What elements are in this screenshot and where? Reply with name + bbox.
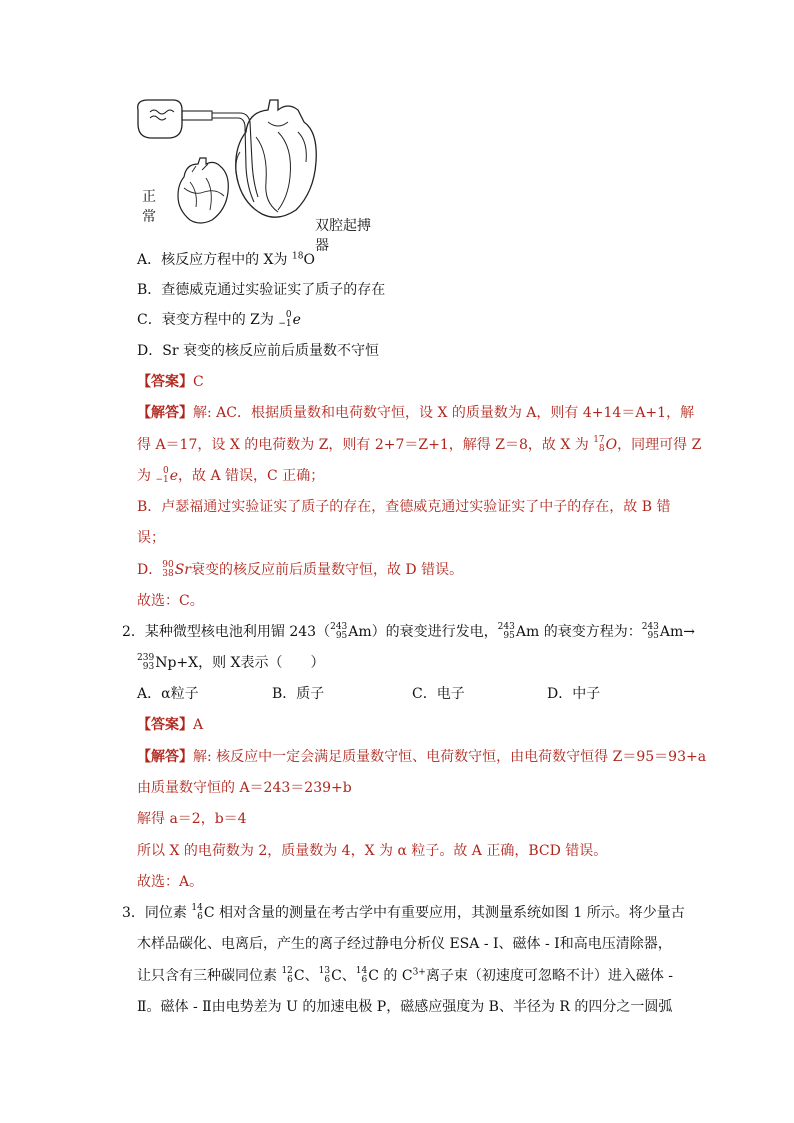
q3-line-2: 木样品碳化、电离后，产生的离子经过静电分析仪 ESA - Ⅰ、磁体 - Ⅰ和高电压清除器， [137, 936, 672, 952]
small-heart [178, 158, 228, 223]
q1-conclusion: 故选：C。 [137, 593, 204, 609]
q2-answer: 【答案】A [137, 717, 204, 733]
q1-explain-3: 为 0 −1 e，故 A 错误，C 正确； [137, 466, 325, 485]
q1-explain-6: D． 90 38 Sr衰变的核反应前后质量数守恒，故 D 错误。 [137, 560, 464, 579]
q2-stem-1: 2．某种微型核电池利用镅 243（ 243 95 Am）的衰变进行发电， 243 95 Am 的衰变方程为： 243 95 Am→ [122, 622, 696, 641]
q1-explain-2: 得 A＝17，设 X 的电荷数为 Z，则有 2+7＝Z+1，解得 Z＝8，故 X 为 17 8 O，同理可得 Z [137, 435, 702, 454]
q3-line-4: Ⅱ。磁体 - Ⅱ由电势差为 U 的加速电极 P，磁感应强度为 B、半径为 R 的四分之一圆弧 [137, 999, 673, 1015]
q1-answer: 【答案】C [137, 374, 204, 390]
q2-explain-4: 所以 X 的电荷数为 2，质量数为 4，X 为 α 粒子。故 A 正确，BCD 错误。 [137, 843, 608, 859]
q1-option-b: B．查德威克通过实验证实了质子的存在 [137, 282, 386, 298]
figure-label-normal-2: 常 [142, 209, 156, 225]
q1-explain-4: B．卢瑟福通过实验证实了质子的存在，查德威克通过实验证实了中子的存在，故 B 错 [137, 499, 671, 515]
q2-stem-2: 239 93 Np+X，则 X表示（ ） [137, 653, 325, 672]
q3-line-3: 让只含有三种碳同位素 12 6 C、 13 6 C、 14 6 C 的 $C^{3+}$离子束（初速度可忽略不计）进入磁体 - [137, 966, 674, 985]
figure-label-normal-1: 正 [142, 189, 156, 205]
q1-explain-5: 误； [137, 530, 165, 546]
pacemaker-connector [182, 111, 212, 120]
pacemaker-figure [128, 92, 378, 254]
q2-explain-1: 【解答】解: 核反应中一定会满足质量数守恒、电荷数守恒，由电荷数守恒得 Z＝95＝93+a [137, 749, 707, 765]
q2-explain-3: 解得 a＝2，b＝4 [137, 811, 247, 827]
q2-explain-2: 由质量数守恒的 A＝243＝239+b [137, 780, 352, 796]
q2-option-b: B．质子 [272, 686, 325, 702]
pacemaker-lead [212, 113, 258, 197]
q2-option-d: D．中子 [547, 686, 601, 702]
q1-option-c: C．衰变方程中的 Z为 0 −1 e [137, 310, 301, 329]
q3-line-1: 3．同位素 14 6 C 相对含量的测量在考古学中有重要应用，其测量系统如图 1 所示。将少量古 [122, 903, 685, 922]
q2-option-a: A．α粒子 [137, 686, 199, 702]
q2-option-c: C．电子 [412, 686, 465, 702]
q1-option-d: D．Sr 衰变的核反应前后质量数不守恒 [137, 343, 379, 359]
q1-explain-1: 【解答】解: AC．根据质量数和电荷数守恒，设 X 的质量数为 A，则有 4+14＝A+1，解 [137, 405, 695, 421]
figure-label-device: 双腔起搏器 [315, 218, 371, 254]
q2-conclusion: 故选：A。 [137, 874, 204, 890]
q1-option-a: A．核反应方程中的 X为 $^{18}$O [137, 251, 315, 268]
